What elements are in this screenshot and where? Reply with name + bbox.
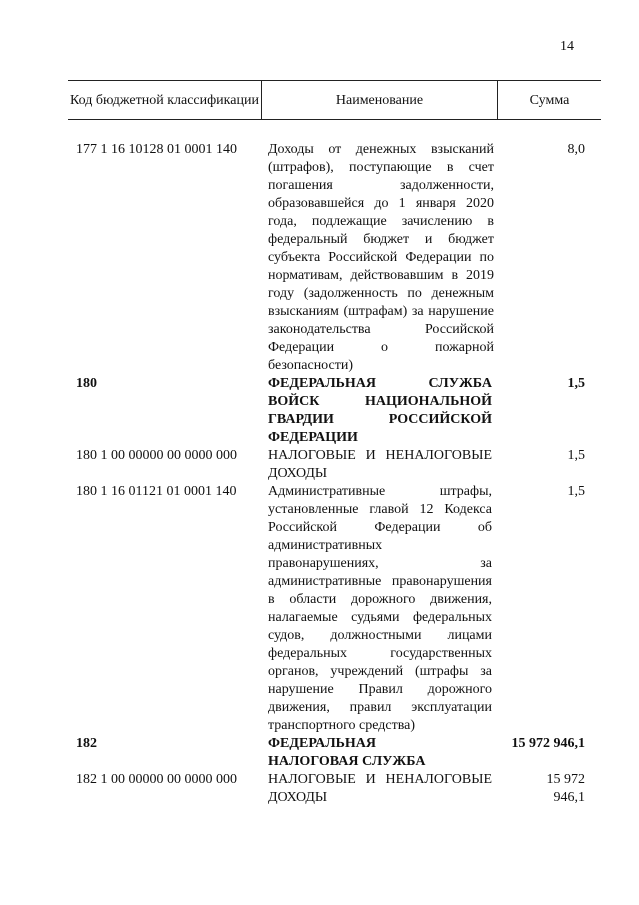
row-code: 180 1 16 01121 01 0001 140	[76, 484, 237, 499]
row-code: 180	[76, 376, 97, 391]
table-row	[68, 735, 601, 771]
row-code: 180 1 00 00000 00 0000 000	[76, 448, 237, 463]
table-row	[68, 447, 601, 483]
table-row	[68, 375, 601, 447]
row-code: 182 1 00 00000 00 0000 000	[76, 772, 237, 787]
row-name: НАЛОГОВЫЕ И НЕНАЛОГОВЫЕ ДОХОДЫ	[268, 448, 492, 481]
row-code: 177 1 16 10128 01 0001 140	[76, 142, 237, 157]
row-sum: 1,5	[567, 376, 585, 391]
row-name: ФЕДЕРАЛЬНАЯ НАЛОГОВАЯ СЛУЖБА	[268, 736, 426, 769]
row-sum: 1,5	[567, 448, 585, 463]
table-header	[68, 80, 601, 120]
row-code: 182	[76, 736, 97, 751]
row-name: Административные штрафы, установленные главой 12 Кодекса Российской Федерации об административных правонарушениях, за административные правонарушения в области дорожного движения, налагаемые судьями федеральных судов, должностными лицами федеральных государственных органов, учреждений (штрафы за нарушение Правил дорожного движения, правил эксплуатации транспортного средства)	[268, 484, 492, 733]
table-body	[68, 141, 601, 807]
row-sum: 1,5	[567, 484, 585, 499]
row-sum: 15 972 946,1	[546, 772, 585, 805]
row-name: НАЛОГОВЫЕ И НЕНАЛОГОВЫЕ ДОХОДЫ	[268, 772, 492, 805]
header-name: Наименование	[262, 81, 498, 119]
row-sum: 8,0	[567, 142, 585, 157]
header-code: Код бюджетной классификации	[68, 81, 262, 119]
table-row	[68, 141, 601, 375]
row-name: ФЕДЕРАЛЬНАЯ СЛУЖБА ВОЙСК НАЦИОНАЛЬНОЙ ГВАРДИИ РОССИЙСКОЙ ФЕДЕРАЦИИ	[268, 376, 492, 445]
row-sum: 15 972 946,1	[511, 736, 585, 751]
table-row	[68, 483, 601, 735]
table-row	[68, 771, 601, 807]
row-name: Доходы от денежных взысканий (штрафов), поступающие в счет погашения задолженности, образовавшейся до 1 января 2020 года, подлежащие зачислению в федеральный бюджет и бюджет субъекта Российской Федерации по нормативам, действовавшим в 2019 году (задолженность по денежным взысканиям (штрафам) за нарушение законодательства Российской Федерации о пожарной безопасности)	[268, 142, 494, 373]
page-number: 14	[560, 39, 574, 54]
header-sum: Сумма	[529, 92, 570, 108]
